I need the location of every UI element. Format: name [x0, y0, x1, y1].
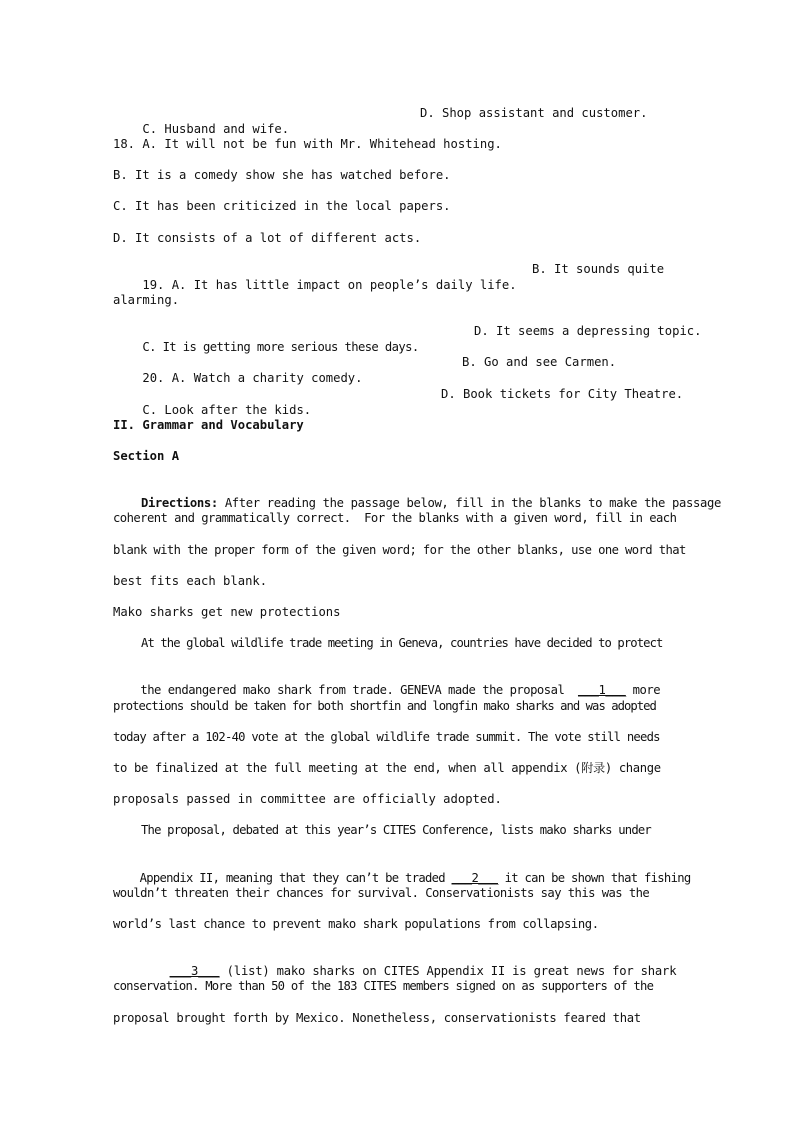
- p1-line-3: protections should be taken for both shortfin and longfin mako sharks and was adopted: [113, 699, 656, 713]
- p2-line-3: wouldn’t threaten their chances for survival. Conservationists say this was the: [113, 886, 650, 900]
- passage-title: Mako sharks get new protections: [113, 605, 341, 619]
- q17-option-c: C. Husband and wife.: [142, 122, 290, 136]
- blank-3[interactable]: ___3___: [169, 964, 220, 978]
- q20-option-a: 20. A. Watch a charity comedy.: [142, 371, 363, 385]
- q19-option-b-continued: alarming.: [113, 293, 180, 307]
- q18-option-c: C. It has been criticized in the local papers.: [113, 199, 451, 213]
- p2-line-4: world’s last chance to prevent mako shark populations from collapsing.: [113, 917, 599, 931]
- q19-option-a: 19. A. It has little impact on people’s daily life.: [142, 278, 517, 292]
- directions-line-4: best fits each blank.: [113, 574, 268, 588]
- directions-text-1: After reading the passage below, fill in the blanks to make the passage: [217, 496, 721, 510]
- p2-line-2-post: it can be shown that fishing: [498, 871, 691, 885]
- p3-line-1-post: (list) mako sharks on CITES Appendix II is great news for shark: [219, 964, 677, 978]
- q20-option-d: D. Book tickets for City Theatre.: [441, 387, 684, 401]
- blank-2[interactable]: ___2___: [451, 871, 498, 885]
- p1-line-5: to be finalized at the full meeting at the end, when all appendix (附录) change: [113, 761, 661, 775]
- p1-line-6: proposals passed in committee are officially adopted.: [113, 792, 502, 806]
- p3-line-2: conservation. More than 50 of the 183 CITES members signed on as supporters of the: [113, 979, 654, 993]
- q19-option-b: B. It sounds quite: [532, 262, 665, 276]
- q19-option-d: D. It seems a depressing topic.: [474, 324, 702, 338]
- q17-option-d: D. Shop assistant and customer.: [420, 106, 648, 120]
- directions-line-2: coherent and grammatically correct. For the blanks with a given word, fill in each: [113, 511, 677, 525]
- q20-option-b: B. Go and see Carmen.: [462, 355, 617, 369]
- section-a-heading: Section A: [113, 449, 180, 463]
- section-heading: II. Grammar and Vocabulary: [113, 418, 304, 432]
- directions-label: Directions:: [140, 496, 218, 510]
- q20-option-c: C. Look after the kids.: [142, 403, 312, 417]
- p1-line-2-pre: the endangered mako shark from trade. GENEVA made the proposal: [140, 683, 578, 697]
- q18-option-d: D. It consists of a lot of different acts.: [113, 231, 422, 245]
- directions-line-3: blank with the proper form of the given word; for the other blanks, use one word that: [113, 543, 686, 557]
- p2-line-2-pre: Appendix II, meaning that they can’t be traded: [139, 871, 452, 885]
- q18-option-b: B. It is a comedy show she has watched before.: [113, 168, 451, 182]
- p1-line-4: today after a 102-40 vote at the global wildlife trade summit. The vote still needs: [113, 730, 660, 744]
- p1-line-2-post: more: [625, 683, 661, 697]
- p2-line-1: The proposal, debated at this year’s CITES Conference, lists mako sharks under: [141, 823, 651, 837]
- p3-line-3: proposal brought forth by Mexico. Nonetheless, conservationists feared that: [113, 1011, 641, 1025]
- p1-line-1: At the global wildlife trade meeting in Geneva, countries have decided to protect: [141, 636, 663, 650]
- q19-option-c: C. It is getting more serious these days.: [142, 340, 419, 354]
- blank-1[interactable]: ___1___: [577, 683, 626, 697]
- q18-option-a: 18. A. It will not be fun with Mr. Whitehead hosting.: [113, 137, 502, 151]
